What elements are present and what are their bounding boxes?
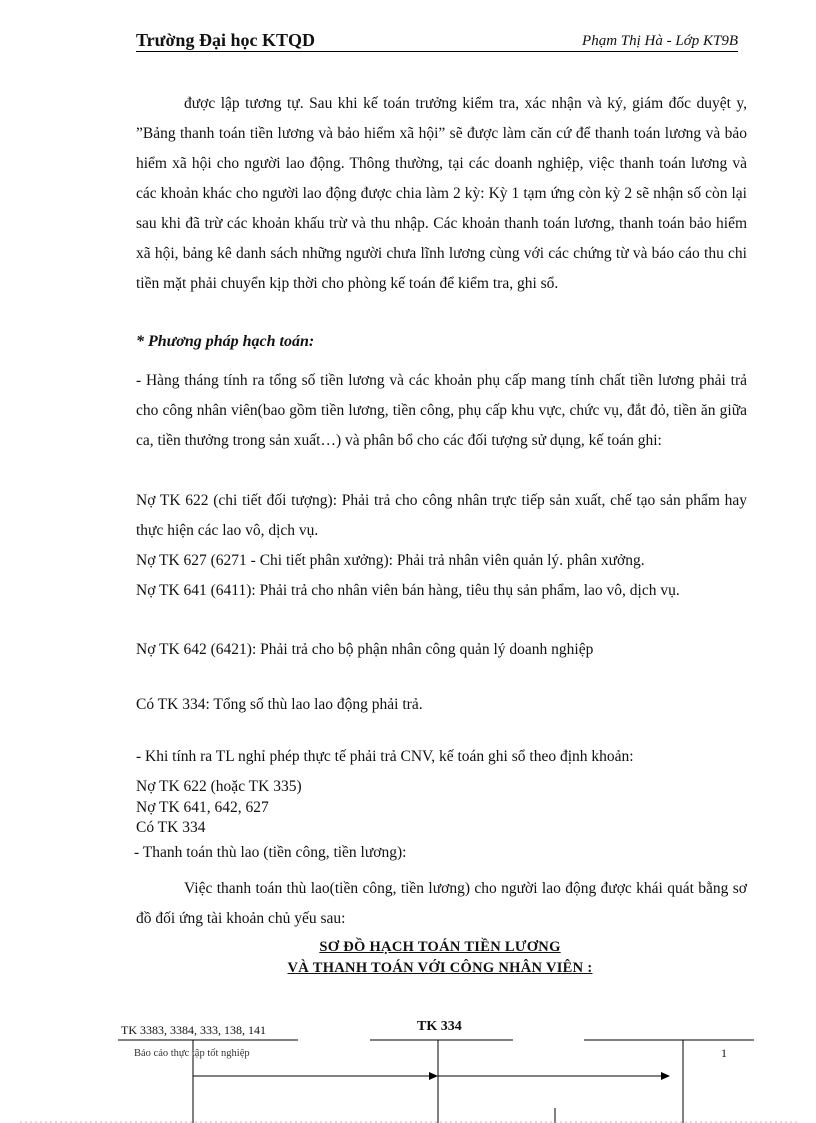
monthly-paragraph: - Hàng tháng tính ra tổng số tiền lương và các khoản phụ cấp mang tính chất tiền lương phải trả cho công nhân viên(bao gồm tiền lương, tiền công, phụ cấp khu vực, chức vụ, đắt đỏ, tiền ăn giữa ca, tiền thưởng trong sản xuất…) và phân bổ cho các đối tượng sử dụng, kế toán ghi: (136, 372, 747, 449)
intro-paragraph: được lập tương tự. Sau khi kế toán trưởng kiểm tra, xác nhận và ký, giám đốc duyệt y, ”Bảng thanh toán tiền lương và bảo hiểm xã hội” sẽ được làm căn cứ để thanh toán lương và bảo hiểm xã hội cho người lao động. Thông thường, tại các doanh nghiệp, việc thanh toán lương và các khoản khác cho người lao động được chia làm 2 kỳ: Kỳ 1 tạm ứng còn kỳ 2 sẽ nhận số còn lại sau khi đã trừ các khoản khấu trừ và thu nhập. Các khoản thanh toán lương, thanh toán bảo hiểm xã hội, bảng kê danh sách những người chưa lĩnh lương cùng với các chứng từ và báo cáo thu chi tiền mặt phải chuyển kịp thời cho phòng kế toán để kiểm tra, ghi sổ. (136, 95, 747, 292)
leave-debit-1: Nợ TK 622 (hoặc TK 335) (136, 778, 302, 795)
leave-credit: Có TK 334 (136, 819, 206, 836)
page-number: 1 (721, 1046, 727, 1060)
payment-line: - Thanh toán thù lao (tiền công, tiền lương): (134, 844, 407, 861)
left-accounts-label: TK 3383, 3384, 333, 138, 141 (121, 1023, 266, 1037)
credit-334: Có TK 334: Tổng số thù lao lao động phải trả. (136, 696, 423, 713)
payment-paragraph: Việc thanh toán thù lao(tiền công, tiền lương) cho người lao động được khái quát bằng sơ đồ đối ứng tài khoản chủ yếu sau: (136, 880, 747, 927)
diagram-title-line-1: SƠ ĐỒ HẠCH TOÁN TIỀN LƯƠNG (319, 939, 561, 955)
header-divider (136, 51, 738, 52)
entry-627: Nợ TK 627 (6271 - Chi tiết phân xưởng): Phải trả nhân viên quản lý. phân xưởng. (136, 552, 645, 569)
entry-642: Nợ TK 642 (6421): Phải trả cho bộ phận nhân công quản lý doanh nghiệp (136, 641, 594, 658)
method-title: * Phương pháp hạch toán: (136, 333, 315, 350)
diagram-title-line-2: VÀ THANH TOÁN VỚI CÔNG NHÂN VIÊN : (287, 960, 593, 976)
accounting-diagram (0, 1000, 816, 1123)
entry-641: Nợ TK 641 (6411): Phải trả cho nhân viên bán hàng, tiêu thụ sản phẩm, lao vô, dịch vụ. (136, 582, 680, 599)
flow-arrow-right-head (661, 1072, 670, 1080)
leave-debit-2: Nợ TK 641, 642, 627 (136, 799, 269, 816)
entry-622: Nợ TK 622 (chi tiết đối tượng): Phải trả cho công nhân trực tiếp sản xuất, chế tạo sản phẩm hay thực hiện các lao vô, dịch vụ. (136, 492, 747, 539)
header-school-name: Trường Đại học KTQD (136, 30, 315, 50)
flow-arrow-left-head (429, 1072, 438, 1080)
header-author: Phạm Thị Hà - Lớp KT9B (582, 33, 738, 49)
report-footer-label: Báo cáo thực tập tốt nghiệp (134, 1048, 250, 1059)
leave-intro: - Khi tính ra TL nghỉ phép thực tế phải trả CNV, kế toán ghi sổ theo định khoản: (136, 748, 634, 765)
center-account-label: TK 334 (417, 1019, 462, 1034)
